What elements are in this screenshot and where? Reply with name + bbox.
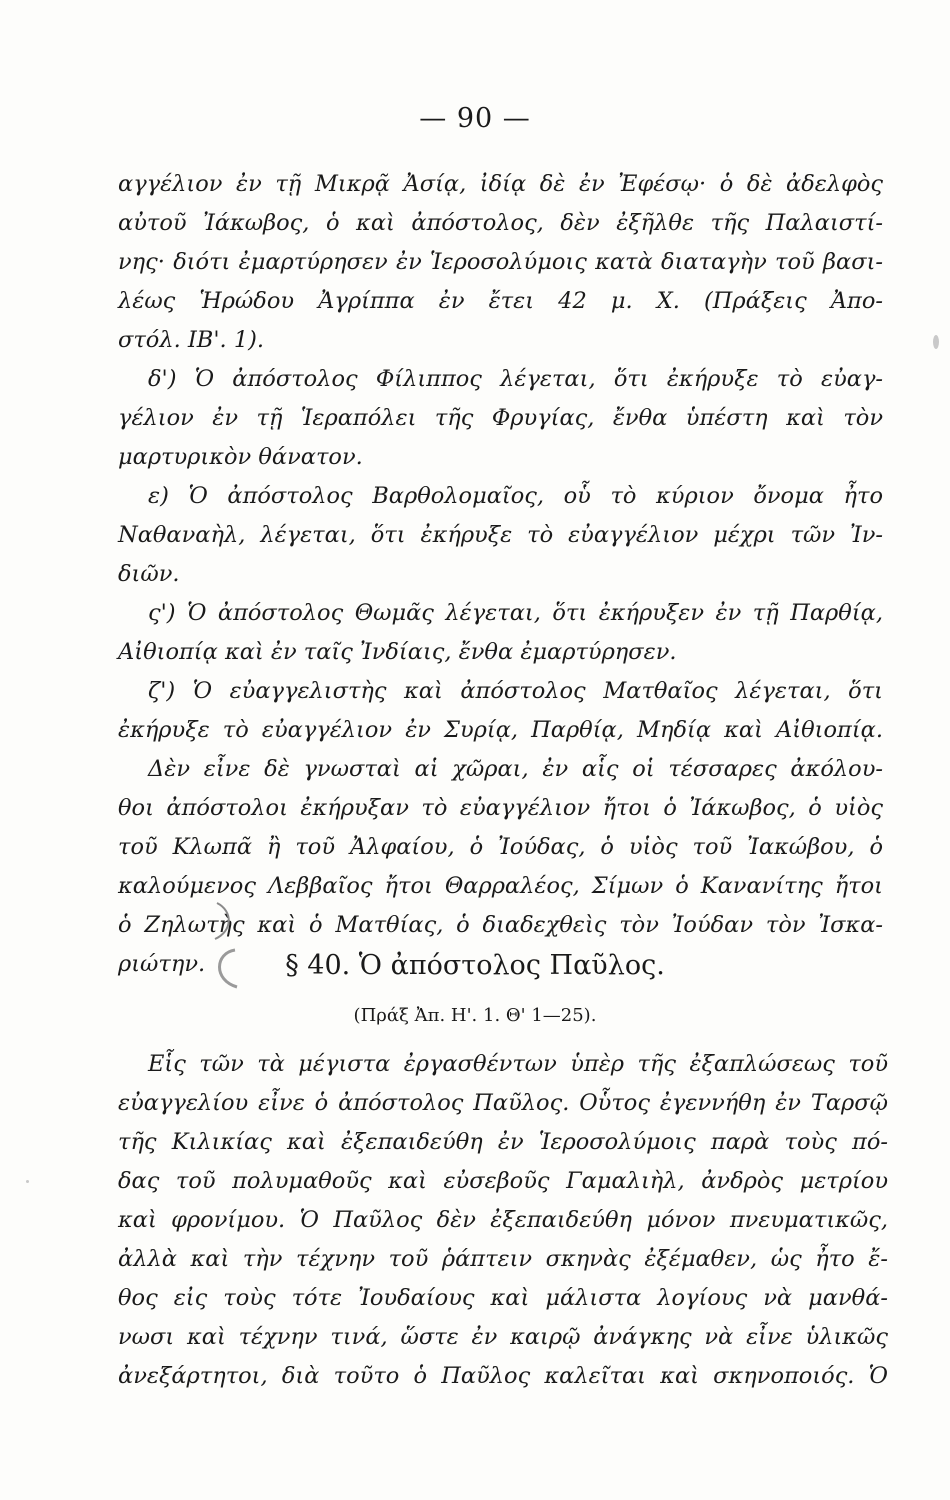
text-line: στόλ. ΙΒ'. 1).	[118, 327, 265, 353]
section-heading: § 40. Ὁ ἀπόστολος Παῦλος.	[285, 950, 665, 981]
text-line: νης· διότι ἐμαρτύρησεν ἐν Ἱεροσολύμοις κατὰ διαταγὴν τοῦ βασι-	[118, 249, 883, 275]
text-line: καλούμενος Λεββαῖος ἤτοι Θαρραλέος, Σίμων ὁ Κανανίτης ἤτοι	[118, 873, 883, 899]
text-line: μαρτυρικὸν θάνατον.	[118, 444, 363, 470]
text-line: τῆς Κιλικίας καὶ ἐξεπαιδεύθη ἐν Ἱεροσολύμοις παρὰ τοὺς πό-	[118, 1129, 888, 1155]
text-line: ριώτην.	[118, 951, 206, 977]
text-line: Αἰθιοπίᾳ καὶ ἐν ταῖς Ἰνδίαις, ἔνθα ἐμαρτύρησεν.	[118, 639, 677, 665]
text-line: Εἷς τῶν τὰ μέγιστα ἐργασθέντων ὑπὲρ τῆς ἐξαπλώσεως τοῦ	[148, 1051, 888, 1077]
text-line: λέως Ἡρώδου Ἀγρίππα ἐν ἔτει 42 μ. Χ. (Πράξεις Ἀπο-	[118, 288, 883, 314]
text-line: ε) Ὁ ἀπόστολος Βαρθολομαῖος, οὗ τὸ κύριον ὄνομα ἦτο	[148, 483, 883, 509]
text-line: θοι ἀπόστολοι ἐκήρυξαν τὸ εὐαγγέλιον ἤτοι ὁ Ἰάκωβος, ὁ υἱὸς	[118, 795, 883, 821]
page-number: — 90 —	[419, 103, 531, 134]
text-line: ς') Ὁ ἀπόστολος Θωμᾶς λέγεται, ὅτι ἐκήρυξεν ἐν τῇ Παρθίᾳ,	[148, 600, 883, 626]
text-line: νωσι καὶ τέχνην τινά, ὥστε ἐν καιρῷ ἀνάγκης νὰ εἶνε ὑλικῶς	[118, 1324, 888, 1350]
text-line: εὐαγγελίου εἶνε ὁ ἀπόστολος Παῦλος. Οὗτος ἐγεννήθη ἐν Ταρσῷ	[118, 1090, 888, 1116]
text-line: ἀνεξάρτητοι, διὰ τοῦτο ὁ Παῦλος καλεῖται καὶ σκηνοποιός. Ὁ	[118, 1363, 888, 1389]
text-line: αγγέλιον ἐν τῇ Μικρᾷ Ἀσίᾳ, ἰδίᾳ δὲ ἐν Ἐφέσῳ· ὁ δὲ ἀδελφὸς	[118, 171, 883, 197]
text-line: διῶν.	[118, 561, 180, 587]
text-line: δ') Ὁ ἀπόστολος Φίλιππος λέγεται, ὅτι ἐκήρυξε τὸ εὐαγ-	[148, 366, 883, 392]
text-line: Ναθαναὴλ, λέγεται, ὅτι ἐκήρυξε τὸ εὐαγγέλιον μέχρι τῶν Ἰν-	[118, 522, 883, 548]
text-line: καὶ φρονίμου. Ὁ Παῦλος δὲν ἐξεπαιδεύθη μόνον πνευματικῶς,	[118, 1207, 888, 1233]
text-line: ἐκήρυξε τὸ εὐαγγέλιον ἐν Συρίᾳ, Παρθίᾳ, Μηδίᾳ καὶ Αἰθιοπίᾳ.	[118, 717, 883, 743]
text-block-paul	[118, 1045, 888, 1396]
paper-speck	[933, 335, 939, 349]
text-line: αὐτοῦ Ἰάκωβος, ὁ καὶ ἀπόστολος, δὲν ἐξῆλθε τῆς Παλαιστί-	[118, 210, 883, 236]
text-line: γέλιον ἐν τῇ Ἱεραπόλει τῆς Φρυγίας, ἔνθα ὑπέστη καὶ τὸν	[118, 405, 883, 431]
paper-speck	[26, 1180, 29, 1183]
text-block-apostles	[118, 165, 883, 984]
text-line: ἀλλὰ καὶ τὴν τέχνην τοῦ ῥάπτειν σκηνὰς ἐξέμαθεν, ὡς ἦτο ἔ-	[118, 1246, 888, 1272]
text-line: Δὲν εἶνε δὲ γνωσταὶ αἱ χῶραι, ἐν αἷς οἱ τέσσαρες ἀκόλου-	[148, 756, 883, 782]
text-line: θος εἰς τοὺς τότε Ἰουδαίους καὶ μάλιστα λογίους νὰ μανθά-	[118, 1285, 888, 1311]
section-reference: (Πράξ Ἀπ. Η'. 1. Θ' 1—25).	[353, 1005, 597, 1026]
text-line: τοῦ Κλωπᾶ ἢ τοῦ Ἀλφαίου, ὁ Ἰούδας, ὁ υἱὸς τοῦ Ἰακώβου, ὁ	[118, 834, 883, 860]
text-line: ζ') Ὁ εὐαγγελιστὴς καὶ ἀπόστολος Ματθαῖος λέγεται, ὅτι	[148, 678, 883, 704]
text-line: ὁ Ζηλωτὴς καὶ ὁ Ματθίας, ὁ διαδεχθεὶς τὸν Ἰούδαν τὸν Ἰσκα-	[118, 912, 883, 938]
text-line: δας τοῦ πολυμαθοῦς καὶ εὐσεβοῦς Γαμαλιὴλ, ἀνδρὸς μετρίου	[118, 1168, 888, 1194]
